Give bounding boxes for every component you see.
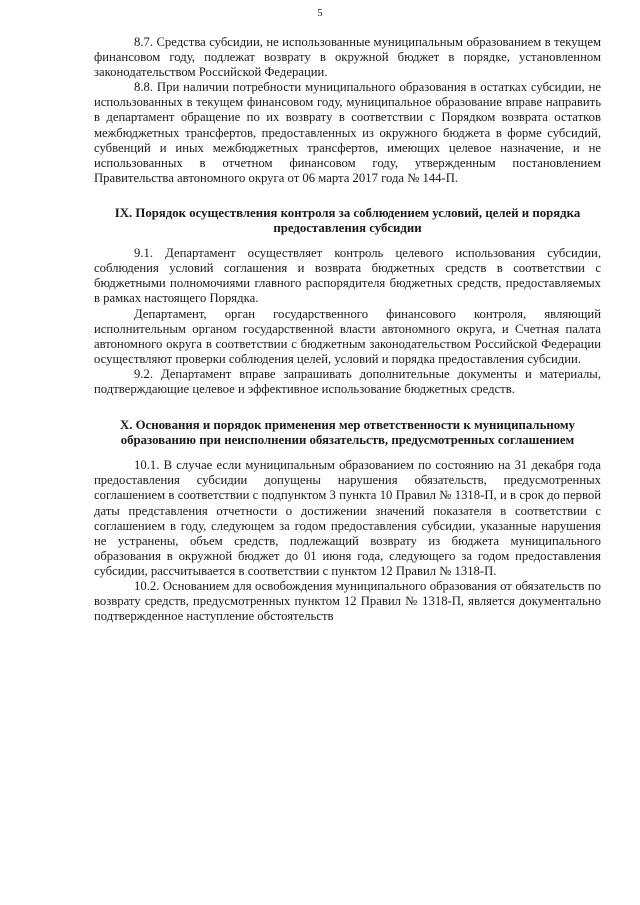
paragraph-8-7: 8.7. Средства субсидии, не использованные муниципальным образованием в текущем финансовом году, подлежат возврату в окружной бюджет в порядке, установленном законодательством Российской Федерации. (94, 35, 601, 80)
document-body (94, 35, 601, 624)
paragraph-9-1: 9.1. Департамент осуществляет контроль целевого использования субсидии, соблюдения условий соглашения и возврата бюджетных средств в соответствии с бюджетными полномочиями главного распорядителя бюджетных средств, предоставляемых в рамках настоящего Порядка. (94, 246, 601, 306)
paragraph-9-2: 9.2. Департамент вправе запрашивать дополнительные документы и материалы, подтверждающие целевое и эффективное использование бюджетных средств. (94, 366, 601, 396)
paragraph-8-8: 8.8. При наличии потребности муниципального образования в остатках субсидии, не использованных в текущем финансовом году, муниципальное образование вправе направить в департамент обращение по их возврату в соответствии с Порядком возврата остатков межбюджетных трансфертов, предоставленных из окружного бюджета в форме субсидий, субвенций и иных межбюджетных трансфертов, имеющих целевое назначение, и не использованных в отчетном финансовом году, утвержденным постановлением Правительства автономного округа от 06 марта 2017 года № 144-П. (94, 80, 601, 185)
paragraph-10-1: 10.1. В случае если муниципальным образованием по состоянию на 31 декабря года предоставления субсидии допущены нарушения обязательств, предусмотренных соглашением в соответствии с подпунктом 3 пункта 10 Правил № 1318-П, и в срок до первой даты представления отчетности о достижении значений показателя в соответствии с соглашением в году, следующем за годом предоставления субсидии, указанные нарушения не устранены, объем средств, подлежащий возврату из бюджета муниципального образования в окружной бюджет до 01 июня года, следующего за годом предоставления субсидии, рассчитывается в соответствии с пунктом 12 Правил № 1318-П. (94, 458, 601, 578)
paragraph-10-2: 10.2. Основанием для освобождения муниципального образования от обязательств по возврату средств, предусмотренных пунктом 12 Правил № 1318-П, является документально подтвержденное наступление обстоятельств (94, 579, 601, 624)
section-9-title: IX. Порядок осуществления контроля за соблюдением условий, целей и порядка предоставления субсидии (114, 205, 581, 236)
page-number: 5 (317, 8, 323, 19)
section-10-title: X. Основания и порядок применения мер ответственности к муниципальному образованию при неисполнении обязательств, предусмотренных соглашением (119, 418, 576, 448)
paragraph-9-1-cont: Департамент, орган государственного финансового контроля, являющий исполнительным органом государственной власти автономного округа, и Счетная палата автономного округа в соответствии с бюджетным законодательством Российской Федерации осуществляют проверки соблюдения целей, условий и порядка предоставления субсидии. (94, 306, 601, 366)
